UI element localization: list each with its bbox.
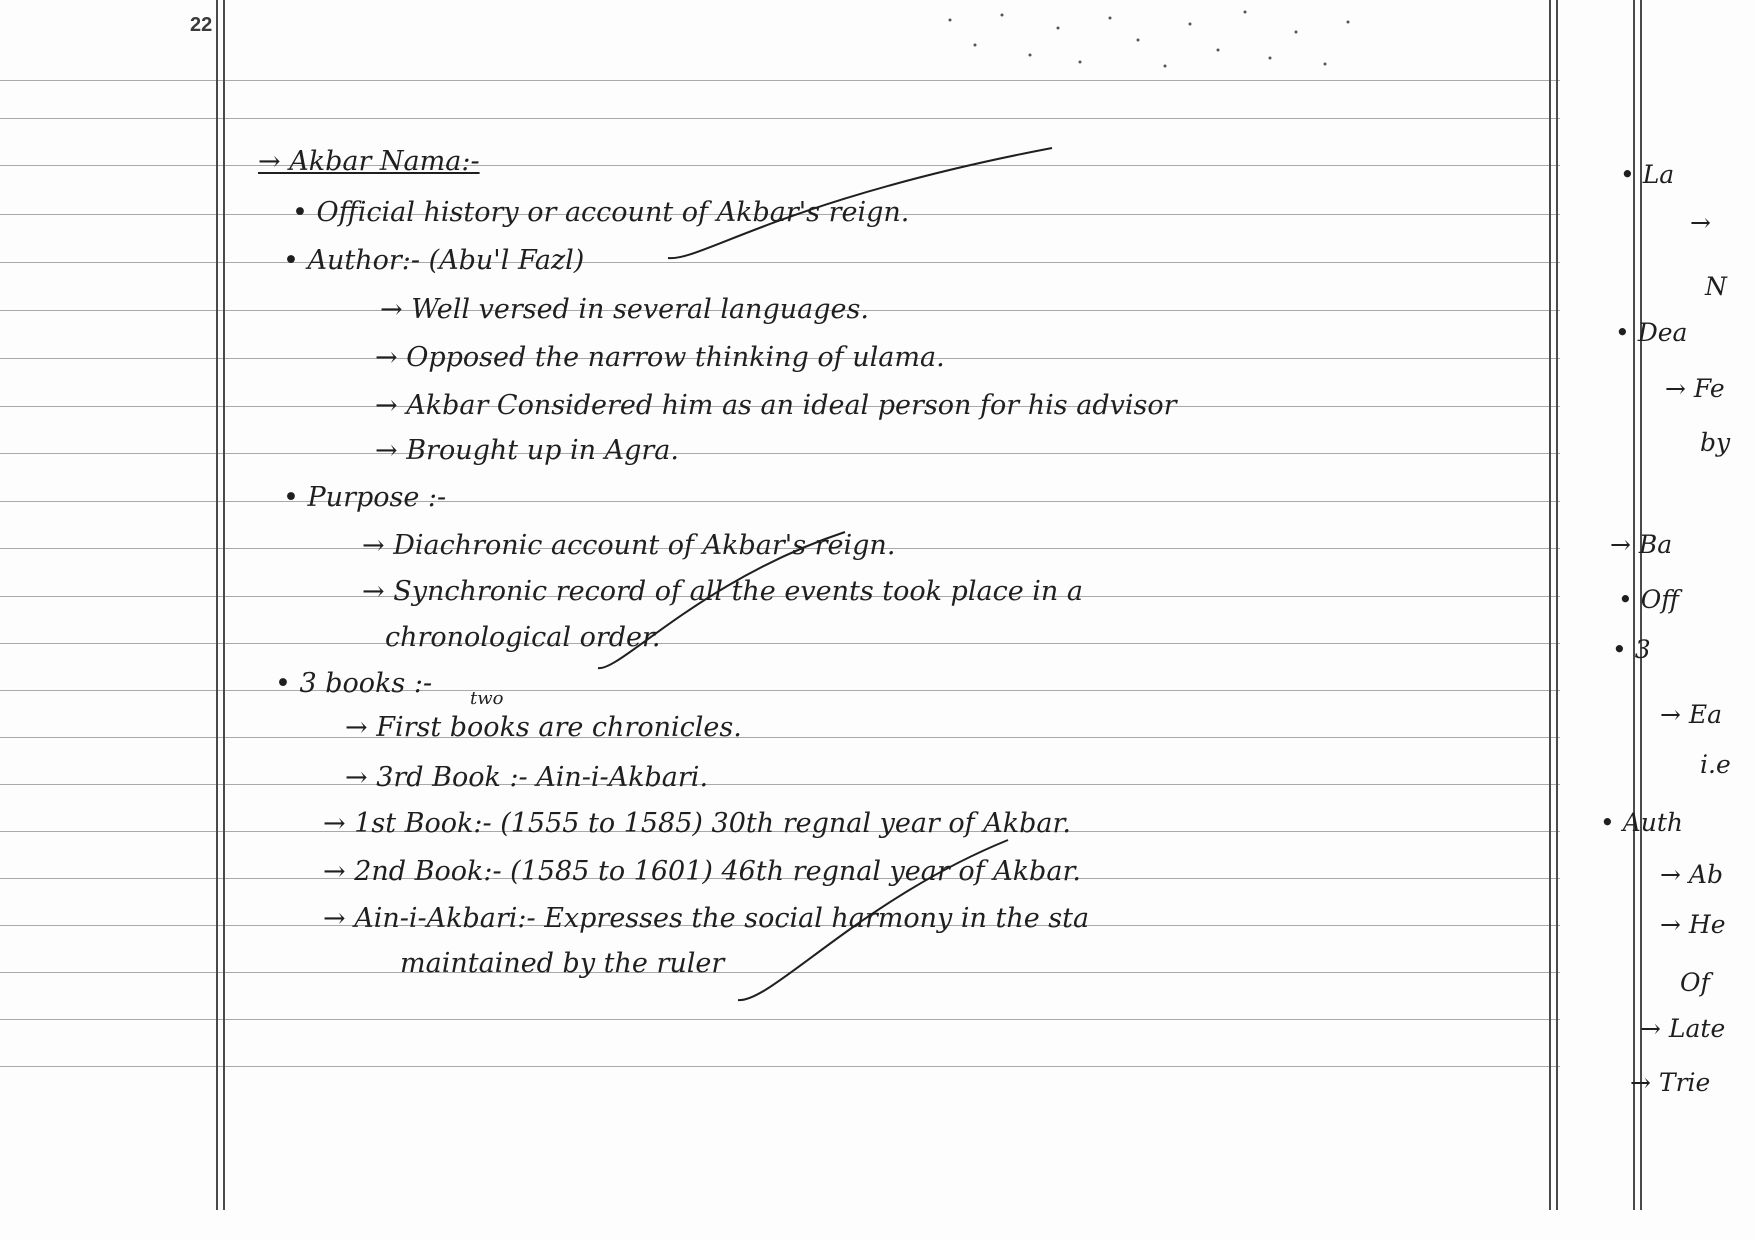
- note-line: → 2nd Book:- (1585 to 1601) 46th regnal year of Akbar.: [323, 856, 1081, 887]
- note-line: → 1st Book:- (1555 to 1585) 30th regnal year of Akbar.: [323, 808, 1071, 839]
- note-line: → First books are chronicles.: [345, 712, 742, 743]
- note-line: • 3 books :-: [275, 668, 433, 699]
- right-page-line: → Ea: [1660, 700, 1723, 729]
- note-line: → Synchronic record of all the events took place in a: [362, 576, 1083, 607]
- note-line: → Ain-i-Akbari:- Expresses the social harmony in the sta: [323, 903, 1090, 934]
- right-page-line: Of: [1680, 968, 1710, 997]
- right-page-line: by: [1700, 428, 1731, 457]
- right-page-line: • 3: [1612, 635, 1651, 664]
- right-page-line: → Trie: [1630, 1068, 1711, 1097]
- right-page-line: N: [1705, 272, 1727, 301]
- note-line: maintained by the ruler: [400, 948, 725, 979]
- right-page-line: i.e: [1700, 750, 1731, 779]
- right-page-line: • Dea: [1615, 318, 1688, 347]
- notes-heading: → Akbar Nama:-: [258, 146, 480, 177]
- right-page-line: →: [1690, 208, 1711, 237]
- right-page-line: → He: [1660, 910, 1726, 939]
- note-line: → Opposed the narrow thinking of ulama.: [375, 342, 945, 373]
- note-line: chronological order.: [385, 622, 661, 653]
- right-page-line: → Fe: [1665, 374, 1725, 403]
- right-page-line: → Late: [1640, 1014, 1726, 1043]
- note-line: → Well versed in several languages.: [380, 294, 869, 325]
- note-line: → Akbar Considered him as an ideal person for his advisor: [375, 390, 1177, 421]
- note-line: → Brought up in Agra.: [375, 435, 679, 466]
- note-line: • Purpose :-: [283, 482, 447, 513]
- note-insertion: two: [470, 688, 504, 709]
- right-page-line: • La: [1620, 160, 1675, 189]
- note-line: → 3rd Book :- Ain-i-Akbari.: [345, 762, 709, 793]
- right-page-line: → Ab: [1660, 860, 1723, 889]
- right-page-line: • Auth: [1600, 808, 1683, 837]
- note-line: → Diachronic account of Akbar's reign.: [362, 530, 896, 561]
- note-line: • Official history or account of Akbar's reign.: [292, 197, 910, 228]
- page-number: 22: [190, 14, 213, 36]
- right-page-line: • Off: [1618, 585, 1679, 614]
- note-line: • Author:- (Abu'l Fazl): [283, 245, 585, 276]
- right-page-line: → Ba: [1610, 530, 1673, 559]
